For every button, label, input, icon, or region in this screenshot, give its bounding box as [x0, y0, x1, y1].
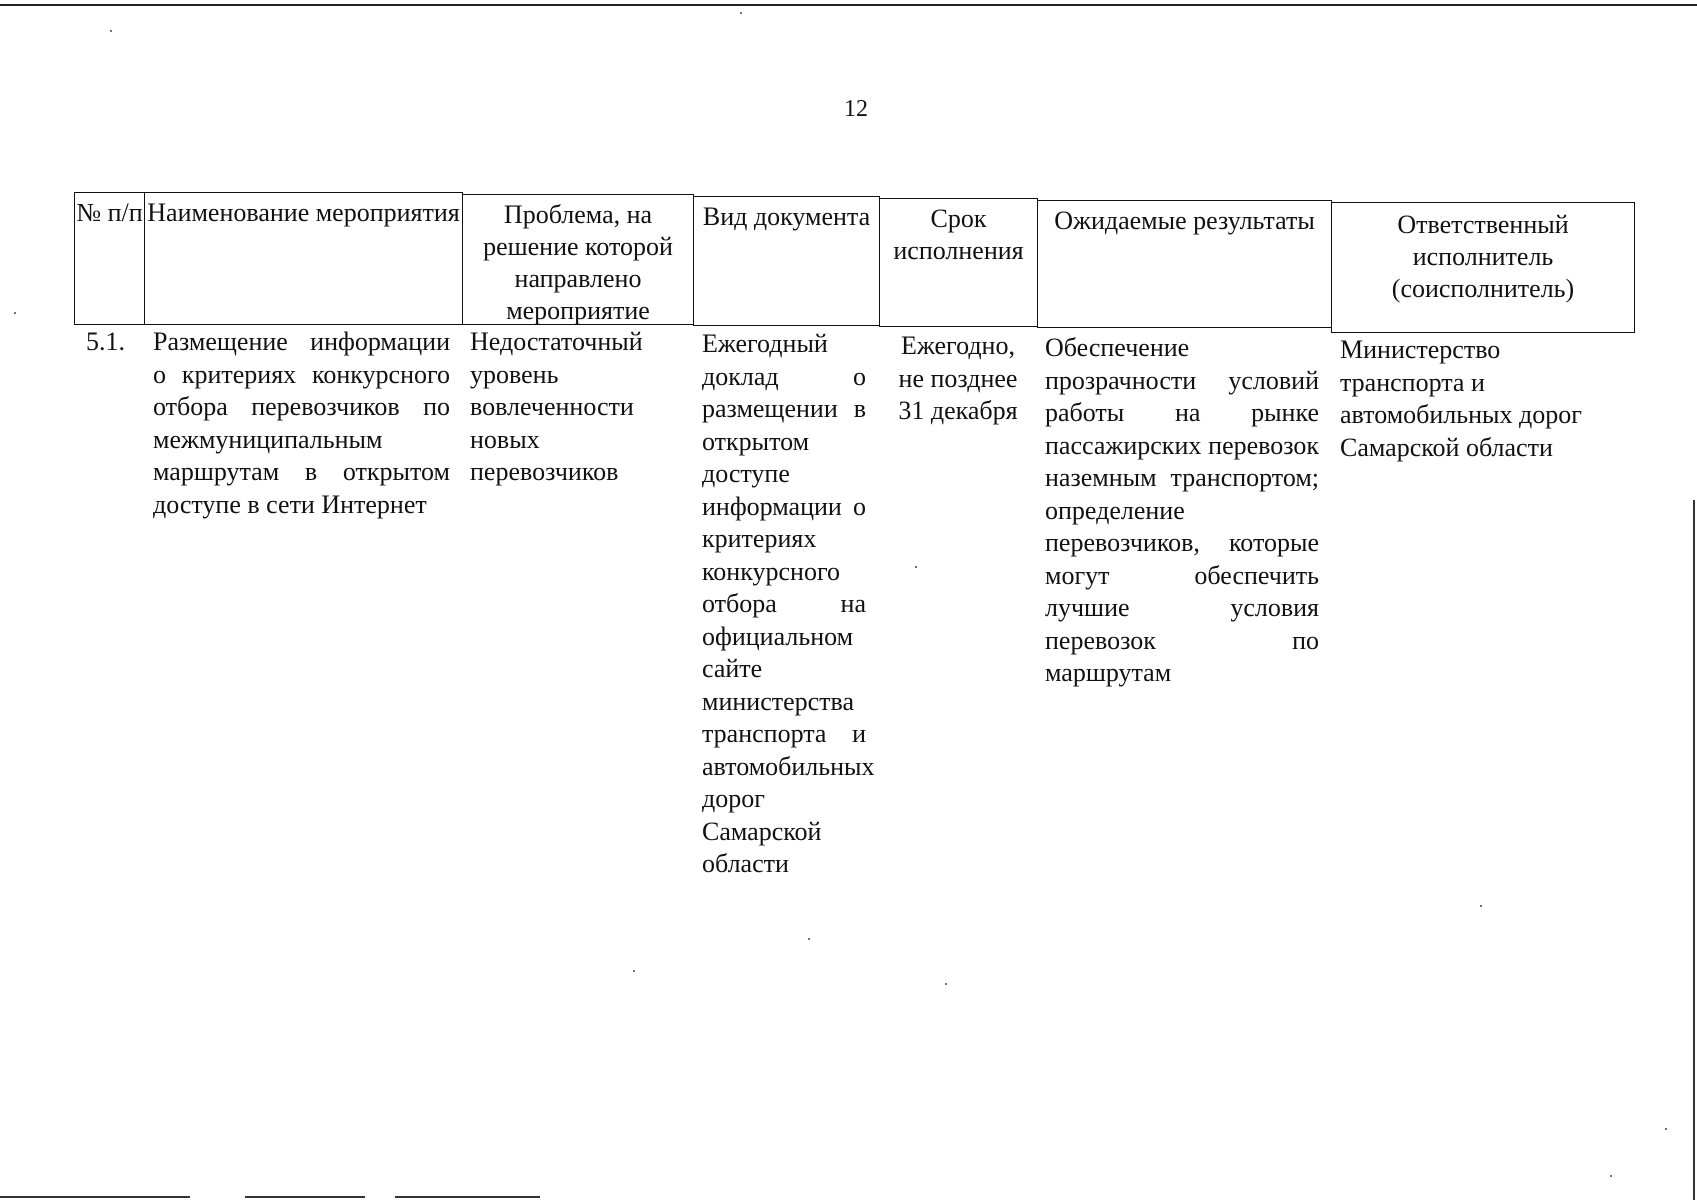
scan-speck	[740, 12, 742, 14]
row-deadline: Ежегодно, не позднее 31 декабря	[898, 331, 1018, 425]
header-name: Наименование мероприятия	[144, 192, 463, 325]
row-results: Обеспечение прозрачности условий работы на рынке пассажирских перевозок наземным транспортом; определение перевозчиков, которые могут обеспечить лучшие условия перевозок по маршрутам	[1045, 333, 1319, 687]
scan-edge-bottom-3	[395, 1196, 540, 1198]
header-problem: Проблема, на решение которой направлено мероприятие	[462, 194, 694, 325]
scan-edge-right	[1693, 500, 1695, 1200]
header-number: № п/п	[74, 192, 145, 325]
header-doc-type: Вид документа	[693, 196, 880, 326]
scan-speck	[1610, 1175, 1612, 1177]
scan-speck	[1665, 1128, 1667, 1130]
scan-speck	[110, 30, 112, 32]
scan-speck	[945, 983, 947, 985]
scan-edge-bottom-2	[245, 1196, 365, 1198]
row-responsible: Министерство транспорта и автомобильных дорог Самарской области	[1340, 335, 1582, 462]
scan-speck	[808, 938, 810, 940]
header-results: Ожидаемые результаты	[1037, 200, 1332, 328]
row-problem: Недостаточный уровень вовлеченности новых перевозчиков	[470, 327, 643, 486]
header-responsible: Ответственный исполнитель (соисполнитель)	[1331, 202, 1635, 333]
row-doc-type: Ежегодный доклад о размещении в открытом доступе информации о критериях конкурсного отбора на официальном сайте министерства транспорта и автомобильных дорог Самарской области	[702, 329, 875, 878]
scan-speck	[633, 970, 635, 972]
page-number: 12	[844, 96, 868, 122]
scan-edge-bottom-1	[0, 1196, 190, 1198]
scan-edge-top	[0, 4, 1697, 6]
header-deadline: Срок исполнения	[879, 198, 1038, 327]
scan-speck	[915, 566, 917, 568]
scan-speck	[14, 312, 16, 314]
row-number: 5.1.	[86, 327, 125, 356]
row-name: Размещение информации о критериях конкурсного отбора перевозчиков по межмуниципальным маршрутам в открытом доступе в сети Интернет	[153, 327, 450, 519]
scan-speck	[1480, 905, 1482, 907]
